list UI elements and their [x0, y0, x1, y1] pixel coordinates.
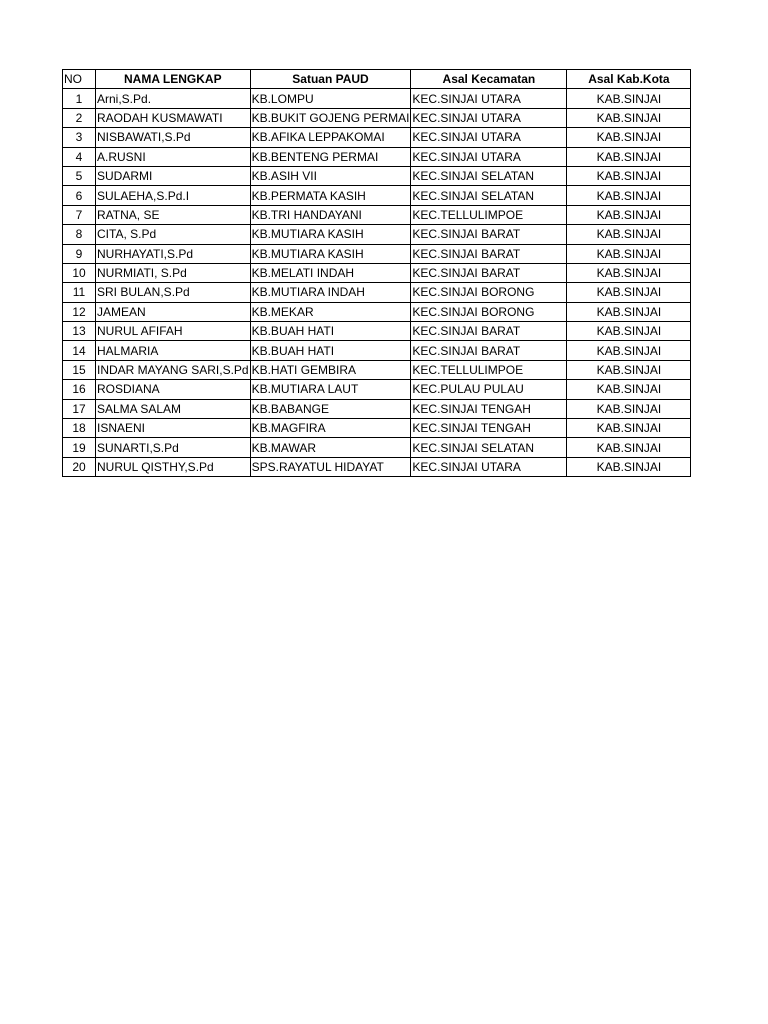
cell-satuan-paud: KB.BUAH HATI [250, 341, 411, 360]
cell-asal-kecamatan: KEC.SINJAI BARAT [411, 322, 567, 341]
header-asal-kabkota: Asal Kab.Kota [567, 70, 691, 89]
cell-no: 19 [63, 438, 96, 457]
cell-asal-kabkota: KAB.SINJAI [567, 166, 691, 185]
cell-asal-kecamatan: KEC.TELLULIMPOE [411, 205, 567, 224]
cell-asal-kabkota: KAB.SINJAI [567, 302, 691, 321]
cell-no: 16 [63, 380, 96, 399]
table-row [63, 399, 691, 418]
table-row [63, 283, 691, 302]
cell-nama-lengkap: SULAEHA,S.Pd.I [96, 186, 251, 205]
cell-no: 14 [63, 341, 96, 360]
cell-nama-lengkap: NURUL AFIFAH [96, 322, 251, 341]
cell-nama-lengkap: RAODAH KUSMAWATI [96, 108, 251, 127]
cell-nama-lengkap: HALMARIA [96, 341, 251, 360]
cell-satuan-paud: KB.MUTIARA INDAH [250, 283, 411, 302]
table-row [63, 457, 691, 476]
cell-asal-kecamatan: KEC.PULAU PULAU [411, 380, 567, 399]
cell-satuan-paud: KB.MUTIARA KASIH [250, 244, 411, 263]
cell-satuan-paud: SPS.RAYATUL HIDAYAT [250, 457, 411, 476]
cell-asal-kabkota: KAB.SINJAI [567, 205, 691, 224]
cell-nama-lengkap: SRI BULAN,S.Pd [96, 283, 251, 302]
cell-satuan-paud: KB.TRI HANDAYANI [250, 205, 411, 224]
cell-asal-kabkota: KAB.SINJAI [567, 225, 691, 244]
table-row [63, 263, 691, 282]
cell-asal-kecamatan: KEC.SINJAI BARAT [411, 225, 567, 244]
cell-asal-kecamatan: KEC.SINJAI UTARA [411, 108, 567, 127]
cell-asal-kabkota: KAB.SINJAI [567, 244, 691, 263]
cell-no: 3 [63, 128, 96, 147]
cell-nama-lengkap: SALMA SALAM [96, 399, 251, 418]
cell-nama-lengkap: INDAR MAYANG SARI,S.Pd [96, 360, 251, 379]
cell-nama-lengkap: RATNA, SE [96, 205, 251, 224]
cell-no: 6 [63, 186, 96, 205]
cell-no: 9 [63, 244, 96, 263]
cell-asal-kecamatan: KEC.SINJAI BARAT [411, 244, 567, 263]
table-row [63, 89, 691, 108]
cell-nama-lengkap: SUDARMI [96, 166, 251, 185]
table-row [63, 108, 691, 127]
table-row [63, 244, 691, 263]
data-table [62, 69, 691, 477]
cell-no: 18 [63, 419, 96, 438]
cell-satuan-paud: KB.MAWAR [250, 438, 411, 457]
cell-no: 13 [63, 322, 96, 341]
cell-no: 2 [63, 108, 96, 127]
cell-satuan-paud: KB.MUTIARA LAUT [250, 380, 411, 399]
cell-no: 7 [63, 205, 96, 224]
cell-nama-lengkap: NURUL QISTHY,S.Pd [96, 457, 251, 476]
cell-asal-kecamatan: KEC.SINJAI UTARA [411, 457, 567, 476]
cell-asal-kabkota: KAB.SINJAI [567, 341, 691, 360]
cell-satuan-paud: KB.BABANGE [250, 399, 411, 418]
header-row [63, 70, 691, 89]
cell-asal-kabkota: KAB.SINJAI [567, 108, 691, 127]
cell-asal-kecamatan: KEC.SINJAI TENGAH [411, 419, 567, 438]
cell-no: 8 [63, 225, 96, 244]
cell-satuan-paud: KB.AFIKA LEPPAKOMAI [250, 128, 411, 147]
cell-asal-kabkota: KAB.SINJAI [567, 147, 691, 166]
table-row [63, 322, 691, 341]
table-row [63, 205, 691, 224]
cell-no: 12 [63, 302, 96, 321]
cell-satuan-paud: KB.PERMATA KASIH [250, 186, 411, 205]
cell-asal-kabkota: KAB.SINJAI [567, 263, 691, 282]
table-row [63, 360, 691, 379]
cell-nama-lengkap: ROSDIANA [96, 380, 251, 399]
cell-nama-lengkap: SUNARTI,S.Pd [96, 438, 251, 457]
cell-asal-kabkota: KAB.SINJAI [567, 186, 691, 205]
cell-satuan-paud: KB.BENTENG PERMAI [250, 147, 411, 166]
table-row [63, 380, 691, 399]
cell-asal-kecamatan: KEC.TELLULIMPOE [411, 360, 567, 379]
cell-asal-kabkota: KAB.SINJAI [567, 457, 691, 476]
cell-asal-kabkota: KAB.SINJAI [567, 128, 691, 147]
cell-asal-kabkota: KAB.SINJAI [567, 360, 691, 379]
cell-asal-kecamatan: KEC.SINJAI BORONG [411, 302, 567, 321]
cell-no: 5 [63, 166, 96, 185]
cell-asal-kecamatan: KEC.SINJAI SELATAN [411, 166, 567, 185]
cell-asal-kecamatan: KEC.SINJAI BARAT [411, 341, 567, 360]
cell-asal-kecamatan: KEC.SINJAI SELATAN [411, 438, 567, 457]
cell-asal-kecamatan: KEC.SINJAI TENGAH [411, 399, 567, 418]
table-row [63, 128, 691, 147]
table-row [63, 419, 691, 438]
cell-asal-kabkota: KAB.SINJAI [567, 89, 691, 108]
cell-asal-kabkota: KAB.SINJAI [567, 419, 691, 438]
cell-satuan-paud: KB.BUKIT GOJENG PERMAI [250, 108, 411, 127]
cell-no: 15 [63, 360, 96, 379]
cell-nama-lengkap: NISBAWATI,S.Pd [96, 128, 251, 147]
cell-satuan-paud: KB.MEKAR [250, 302, 411, 321]
header-no: NO [63, 70, 96, 89]
cell-nama-lengkap: JAMEAN [96, 302, 251, 321]
cell-no: 1 [63, 89, 96, 108]
cell-asal-kabkota: KAB.SINJAI [567, 283, 691, 302]
cell-satuan-paud: KB.MELATI INDAH [250, 263, 411, 282]
cell-satuan-paud: KB.MUTIARA KASIH [250, 225, 411, 244]
table-row [63, 166, 691, 185]
cell-no: 11 [63, 283, 96, 302]
table-row [63, 341, 691, 360]
cell-asal-kecamatan: KEC.SINJAI UTARA [411, 147, 567, 166]
cell-no: 17 [63, 399, 96, 418]
cell-no: 10 [63, 263, 96, 282]
header-nama-lengkap: NAMA LENGKAP [96, 70, 251, 89]
header-asal-kecamatan: Asal Kecamatan [411, 70, 567, 89]
cell-asal-kecamatan: KEC.SINJAI BORONG [411, 283, 567, 302]
cell-satuan-paud: KB.MAGFIRA [250, 419, 411, 438]
cell-asal-kabkota: KAB.SINJAI [567, 322, 691, 341]
cell-no: 4 [63, 147, 96, 166]
cell-nama-lengkap: NURHAYATI,S.Pd [96, 244, 251, 263]
cell-nama-lengkap: Arni,S.Pd. [96, 89, 251, 108]
table-row [63, 186, 691, 205]
table-row [63, 147, 691, 166]
cell-asal-kecamatan: KEC.SINJAI SELATAN [411, 186, 567, 205]
cell-nama-lengkap: ISNAENI [96, 419, 251, 438]
cell-satuan-paud: KB.LOMPU [250, 89, 411, 108]
cell-nama-lengkap: NURMIATI, S.Pd [96, 263, 251, 282]
table-row [63, 225, 691, 244]
cell-asal-kecamatan: KEC.SINJAI UTARA [411, 89, 567, 108]
header-satuan-paud: Satuan PAUD [250, 70, 411, 89]
cell-satuan-paud: KB.ASIH VII [250, 166, 411, 185]
table-row [63, 302, 691, 321]
cell-asal-kecamatan: KEC.SINJAI BARAT [411, 263, 567, 282]
table-row [63, 438, 691, 457]
table-body [63, 89, 691, 477]
cell-asal-kabkota: KAB.SINJAI [567, 438, 691, 457]
cell-satuan-paud: KB.HATI GEMBIRA [250, 360, 411, 379]
cell-asal-kabkota: KAB.SINJAI [567, 380, 691, 399]
cell-nama-lengkap: A.RUSNI [96, 147, 251, 166]
cell-no: 20 [63, 457, 96, 476]
cell-asal-kecamatan: KEC.SINJAI UTARA [411, 128, 567, 147]
cell-satuan-paud: KB.BUAH HATI [250, 322, 411, 341]
cell-nama-lengkap: CITA, S.Pd [96, 225, 251, 244]
cell-asal-kabkota: KAB.SINJAI [567, 399, 691, 418]
